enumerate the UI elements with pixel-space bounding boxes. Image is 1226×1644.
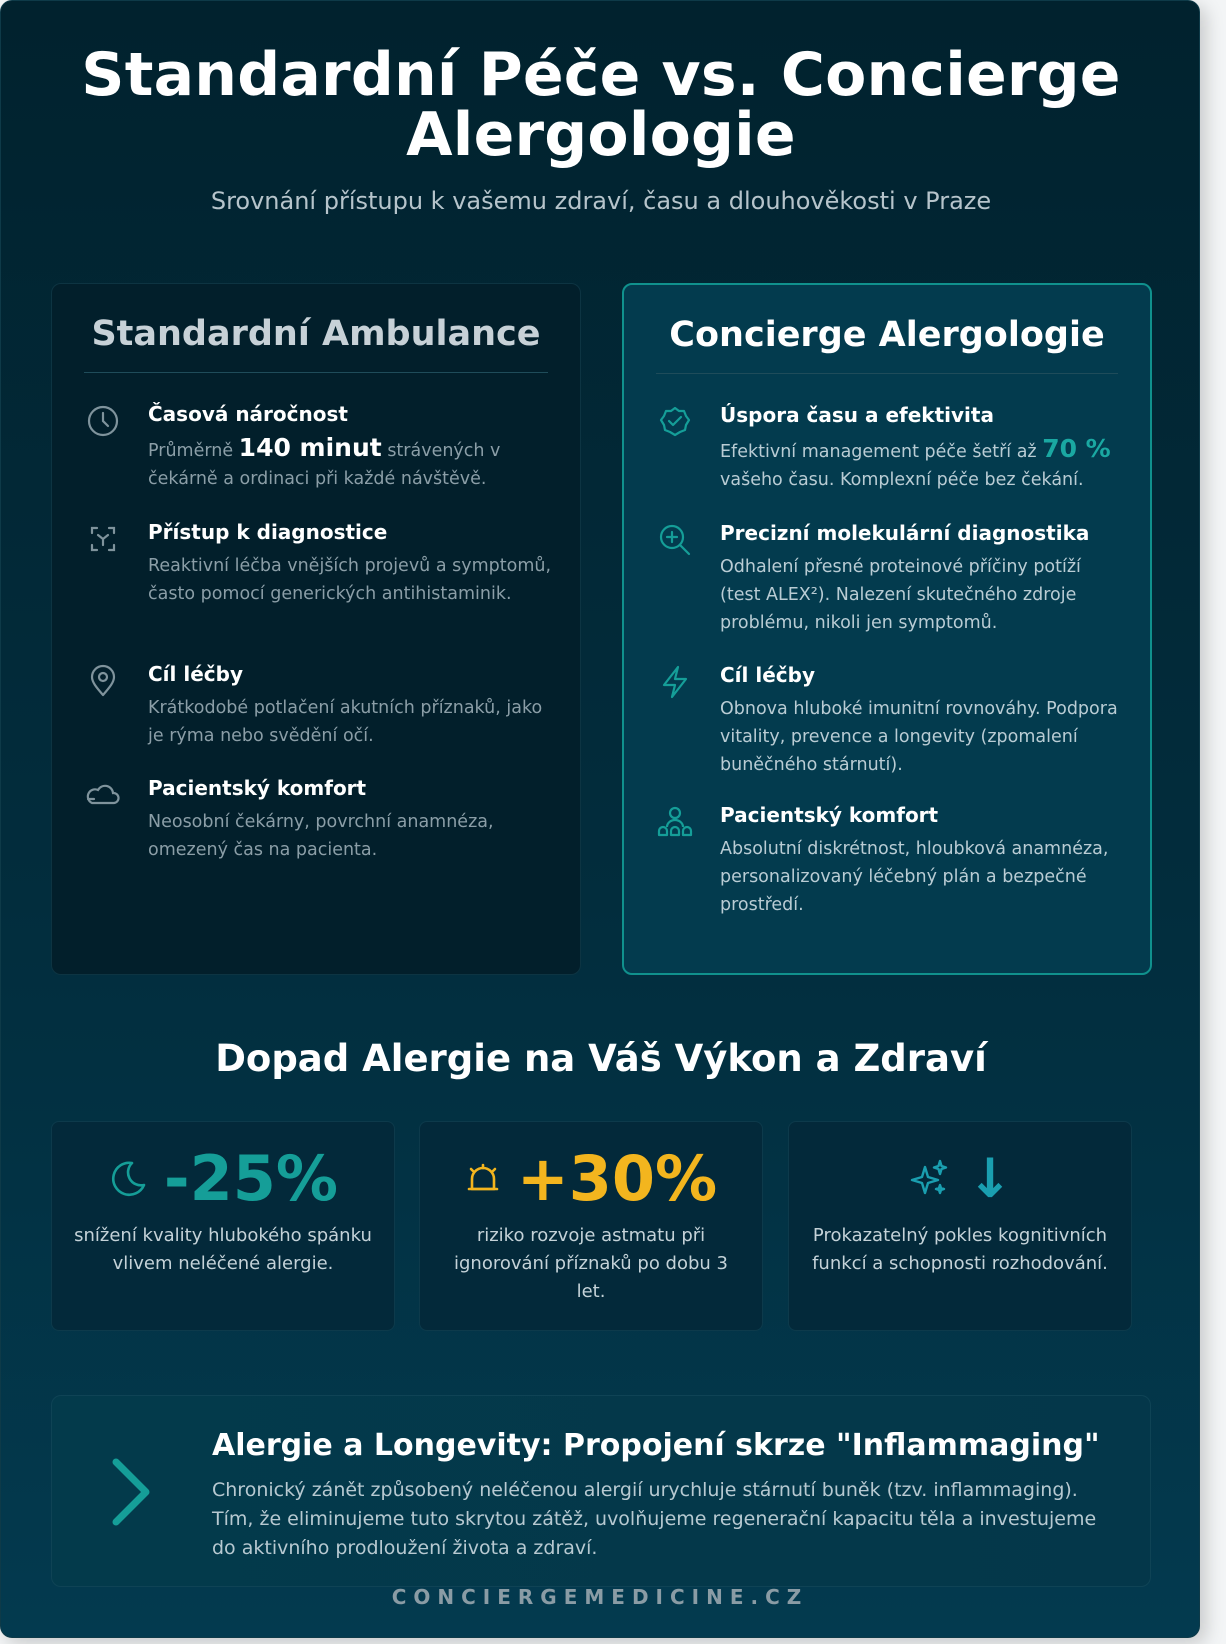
item-text: Absolutní diskrétnost, hloubková anamnéza, personalizovaný léčebný plán a bezpečné prostředí. (720, 839, 1109, 915)
item-text: Odhalení přesné proteinové příčiny potíží (test ALEX²). Nalezení skutečného zdroje problému, nikoli jen symptomů. (720, 557, 1081, 633)
stat-value: -25% (163, 1142, 339, 1215)
item-text-before: Průměrně (148, 441, 234, 461)
banner-text: Chronický zánět způsobený neléčenou alergií urychluje stárnutí buněk (tzv. inflammaging). Tím, že eliminujeme tuto skrytou zátěž, uvolňujeme regenerační kapacitu těla a investujeme do aktivního prodloužení života a zdraví. (212, 1479, 1097, 1559)
item-text-before: Efektivní management péče šetří až (720, 442, 1037, 462)
stat-head (52, 1144, 394, 1214)
item-heading: Precizní molekulární diagnostika (720, 521, 1090, 545)
item-text-after: vašeho času. Komplexní péče bez čekání. (720, 470, 1084, 490)
waiting-time-value: 140 minut (238, 433, 382, 462)
zoom-in-icon (656, 521, 694, 559)
down-arrow-icon: ↓ (967, 1147, 1013, 1210)
time-saving-value: 70 % (1042, 434, 1111, 463)
badge-check-icon (656, 403, 694, 441)
item-text (720, 435, 1126, 494)
stat-description: Prokazatelný pokles kognitivních funkcí a schopnosti rozhodování. (812, 1225, 1108, 1274)
item-heading: Úspora času a efektivita (720, 403, 994, 427)
user-group-icon (656, 803, 694, 841)
item-heading: Cíl léčby (148, 662, 243, 686)
item-text: Obnova hluboké imunitní rovnováhy. Podpora vitality, prevence a longevity (zpomalení buněčného stárnutí). (720, 699, 1118, 775)
item-text: Neosobní čekárny, povrchní anamnéza, omezený čas na pacienta. (148, 812, 494, 860)
moon-icon (108, 1159, 148, 1199)
chevron-right-icon (110, 1456, 154, 1532)
standard-care-card (51, 283, 581, 975)
sparkles-icon (907, 1157, 951, 1201)
footer-brand: CONCIERGEMEDICINE.CZ (391, 1585, 809, 1609)
bell-icon (465, 1161, 501, 1197)
item-heading: Pacientský komfort (148, 776, 367, 800)
banner-title: Alergie a Longevity: Propojení skrze "Inflammaging" (212, 1428, 1100, 1463)
concierge-care-card (622, 283, 1152, 975)
cloud-icon (84, 776, 122, 814)
stat-asthma (419, 1121, 763, 1331)
standard-card-title: Standardní Ambulance (91, 314, 541, 354)
lightning-icon (656, 663, 694, 701)
item-text (148, 434, 556, 493)
longevity-banner (51, 1395, 1151, 1587)
stat-sleep (51, 1121, 395, 1331)
stat-description: riziko rozvoje astmatu při ignorování příznaků po dobu 3 let. (454, 1225, 728, 1302)
divider (656, 373, 1118, 374)
map-pin-icon (84, 662, 122, 700)
item-heading: Přístup k diagnostice (148, 520, 388, 544)
concierge-card-title: Concierge Alergologie (669, 315, 1105, 355)
item-text: Krátkodobé potlačení akutních příznaků, jako je rýma nebo svědění očí. (148, 698, 543, 746)
page-subtitle: Srovnání přístupu k vašemu zdraví, času a dlouhověkosti v Praze (210, 187, 992, 215)
item-heading: Pacientský komfort (720, 803, 939, 827)
focus-scan-icon (84, 520, 122, 558)
stat-head (420, 1144, 762, 1214)
page-title: Standardní Péče vs. Concierge Alergologie (81, 40, 1121, 170)
item-text: Reaktivní léčba vnějších projevů a symptomů, často pomocí generických antihistaminik. (148, 556, 552, 604)
clock-icon (84, 402, 122, 440)
stat-head (789, 1144, 1131, 1214)
impact-section-title: Dopad Alergie na Váš Výkon a Zdraví (215, 1037, 987, 1080)
stat-cognitive (788, 1121, 1132, 1331)
stat-description: snížení kvality hlubokého spánku vlivem neléčené alergie. (74, 1225, 372, 1274)
stat-value: +30% (516, 1142, 718, 1215)
item-heading: Časová náročnost (148, 402, 348, 426)
item-text-after: strávených v čekárně a ordinaci při každé návštěvě. (148, 441, 501, 489)
item-heading: Cíl léčby (720, 663, 815, 687)
divider (84, 372, 548, 373)
